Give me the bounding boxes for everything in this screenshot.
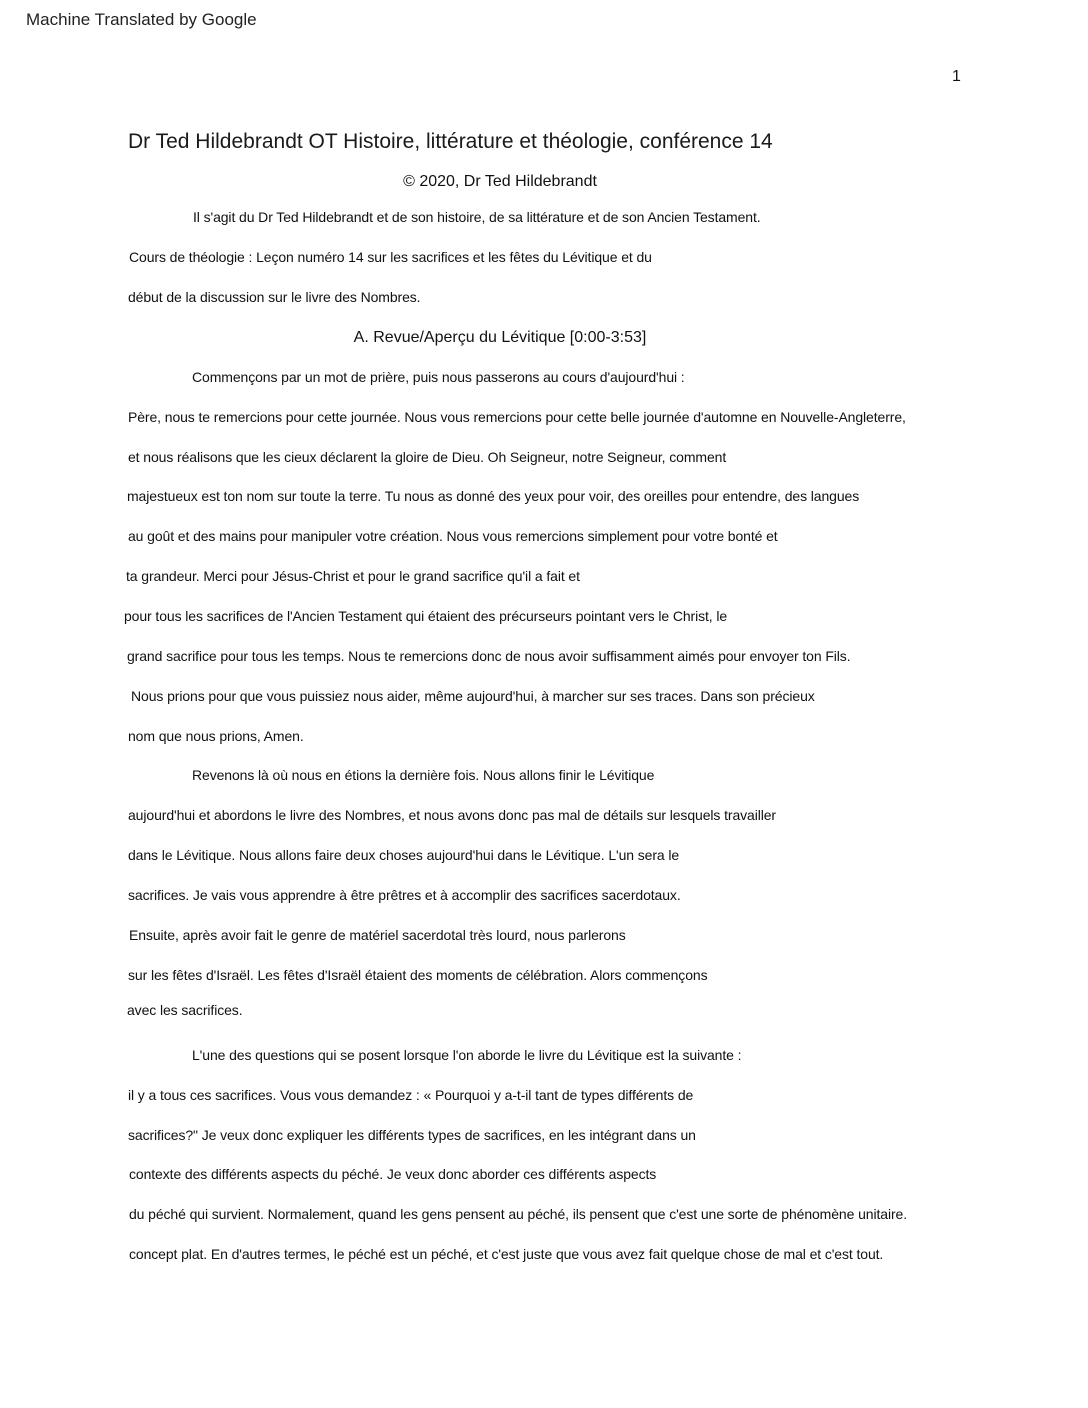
document-title: Dr Ted Hildebrandt OT Histoire, littérature et théologie, conférence 14	[128, 130, 773, 153]
machine-translation-banner: Machine Translated by Google	[26, 10, 257, 29]
intro-line: début de la discussion sur le livre des Nombres.	[128, 289, 421, 305]
paragraph-line: au goût et des mains pour manipuler votre création. Nous vous remercions simplement pour votre bonté et	[128, 528, 778, 544]
page-number: 1	[952, 68, 961, 85]
paragraph-line: L'une des questions qui se posent lorsque l'on aborde le livre du Lévitique est la suivante :	[192, 1047, 742, 1063]
paragraph-line: sur les fêtes d'Israël. Les fêtes d'Israël étaient des moments de célébration. Alors commençons	[128, 967, 708, 983]
section-heading: A. Revue/Aperçu du Lévitique [0:00-3:53]	[353, 329, 647, 346]
paragraph-line: sacrifices?" Je veux donc expliquer les différents types de sacrifices, en les intégrant dans un	[128, 1127, 696, 1143]
paragraph-line: Ensuite, après avoir fait le genre de matériel sacerdotal très lourd, nous parlerons	[129, 927, 626, 943]
intro-line: Cours de théologie : Leçon numéro 14 sur les sacrifices et les fêtes du Lévitique et du	[129, 249, 652, 265]
paragraph-line: ta grandeur. Merci pour Jésus-Christ et pour le grand sacrifice qu'il a fait et	[126, 568, 580, 584]
paragraph-line: aujourd'hui et abordons le livre des Nombres, et nous avons donc pas mal de détails sur lesquels travailler	[128, 807, 776, 823]
paragraph-line: grand sacrifice pour tous les temps. Nous te remercions donc de nous avoir suffisamment aimés pour envoyer ton Fils.	[127, 648, 851, 664]
paragraph-line: nom que nous prions, Amen.	[128, 728, 304, 744]
intro-line: Il s'agit du Dr Ted Hildebrandt et de son histoire, de sa littérature et de son Ancien Testament.	[193, 209, 761, 225]
paragraph-line: Commençons par un mot de prière, puis nous passerons au cours d'aujourd'hui :	[192, 369, 685, 385]
paragraph-line: Père, nous te remercions pour cette journée. Nous vous remercions pour cette belle journée d'automne en Nouvelle-Angleterre,	[128, 409, 906, 425]
paragraph-line: pour tous les sacrifices de l'Ancien Testament qui étaient des précurseurs pointant vers le Christ, le	[124, 608, 728, 624]
paragraph-line: il y a tous ces sacrifices. Vous vous demandez : « Pourquoi y a-t-il tant de types différents de	[128, 1087, 694, 1103]
paragraph-line: Nous prions pour que vous puissiez nous aider, même aujourd'hui, à marcher sur ses traces. Dans son précieux	[131, 688, 815, 704]
paragraph-line: avec les sacrifices.	[127, 1002, 243, 1018]
paragraph-line: concept plat. En d'autres termes, le péché est un péché, et c'est juste que vous avez fait quelque chose de mal et c'est tout.	[129, 1246, 884, 1262]
copyright-line: © 2020, Dr Ted Hildebrandt	[403, 173, 597, 190]
paragraph-line: sacrifices. Je vais vous apprendre à être prêtres et à accomplir des sacrifices sacerdotaux.	[128, 887, 681, 903]
paragraph-line: et nous réalisons que les cieux déclarent la gloire de Dieu. Oh Seigneur, notre Seigneur, comment	[128, 449, 727, 465]
paragraph-line: du péché qui survient. Normalement, quand les gens pensent au péché, ils pensent que c'est une sorte de phénomène unitaire.	[129, 1206, 908, 1222]
paragraph-line: majestueux est ton nom sur toute la terre. Tu nous as donné des yeux pour voir, des oreilles pour entendre, des langues	[127, 488, 860, 504]
paragraph-line: dans le Lévitique. Nous allons faire deux choses aujourd'hui dans le Lévitique. L'un sera le	[128, 847, 680, 863]
paragraph-line: Revenons là où nous en étions la dernière fois. Nous allons finir le Lévitique	[192, 767, 655, 783]
paragraph-line: contexte des différents aspects du péché. Je veux donc aborder ces différents aspects	[129, 1166, 657, 1182]
